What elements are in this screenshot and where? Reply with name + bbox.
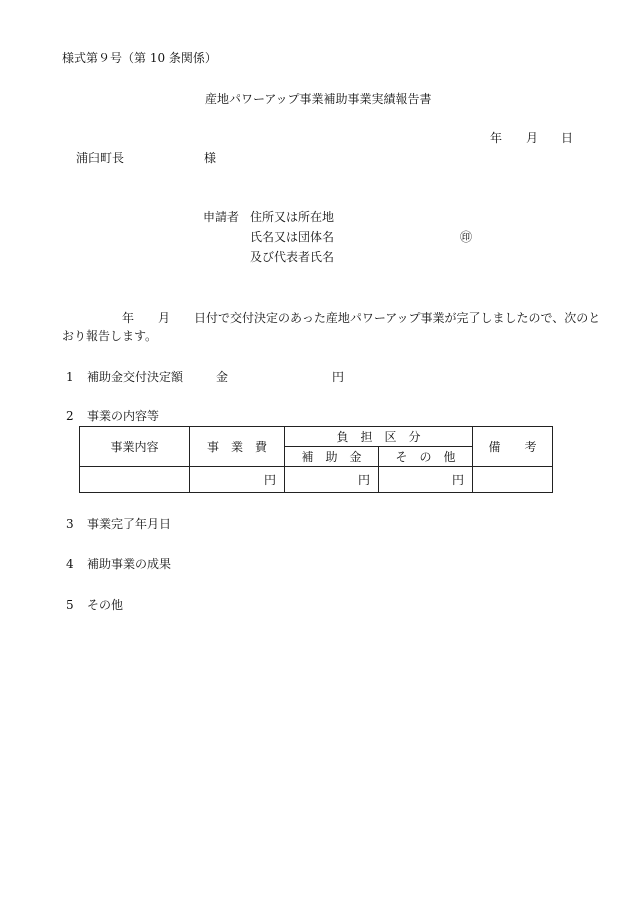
name-label: 氏名又は団体名	[250, 230, 335, 244]
table-row	[80, 467, 553, 493]
table-header-row	[80, 427, 553, 447]
amount-yen-unit: 円	[332, 370, 345, 384]
address-label: 住所又は所在地	[250, 210, 335, 224]
date-year-label: 年	[490, 131, 503, 145]
cell-subsidy: 円	[285, 467, 379, 493]
document-title: 産地パワーアップ事業補助事業実績報告書	[205, 92, 432, 106]
date-day-label: 日	[561, 131, 574, 145]
header-subsidy: 補 助 金	[285, 447, 379, 467]
report-body-text	[62, 309, 601, 345]
date-month-label: 月	[526, 131, 539, 145]
header-project-content: 事業内容	[80, 427, 190, 467]
body-line-1: 年 月 日付で交付決定のあった産地パワーアップ事業が完了しましたので、次のと	[122, 311, 601, 325]
section-3-number: 3	[66, 517, 74, 531]
cell-other: 円	[379, 467, 473, 493]
section-1-label: 補助金交付決定額	[87, 370, 184, 384]
header-burden-division: 負 担 区 分	[285, 427, 473, 447]
header-other: そ の 他	[379, 447, 473, 467]
section-5-label: その他	[87, 598, 124, 612]
form-number: 様式第９号（第 10 条関係）	[62, 51, 217, 65]
section-2-number: 2	[66, 409, 74, 423]
seal-mark: ㊞	[460, 230, 473, 244]
cell-remarks	[473, 467, 553, 493]
header-project-cost: 事 業 費	[190, 427, 285, 467]
section-4-number: 4	[66, 557, 74, 571]
representative-label: 及び代表者氏名	[250, 250, 335, 264]
cell-project-content	[80, 467, 190, 493]
project-content-table	[79, 426, 553, 493]
section-4-label: 補助事業の成果	[87, 557, 172, 571]
cell-project-cost: 円	[190, 467, 285, 493]
header-remarks: 備 考	[473, 427, 553, 467]
amount-prefix: 金	[216, 370, 229, 384]
recipient-honorific: 様	[204, 151, 217, 165]
section-1-number: 1	[66, 370, 74, 384]
section-5-number: 5	[66, 598, 74, 612]
body-line-2: おり報告します。	[62, 329, 158, 343]
applicant-label: 申請者	[203, 210, 240, 224]
recipient-name: 浦臼町長	[76, 151, 125, 165]
section-2-label: 事業の内容等	[87, 409, 160, 423]
section-3-label: 事業完了年月日	[87, 517, 172, 531]
